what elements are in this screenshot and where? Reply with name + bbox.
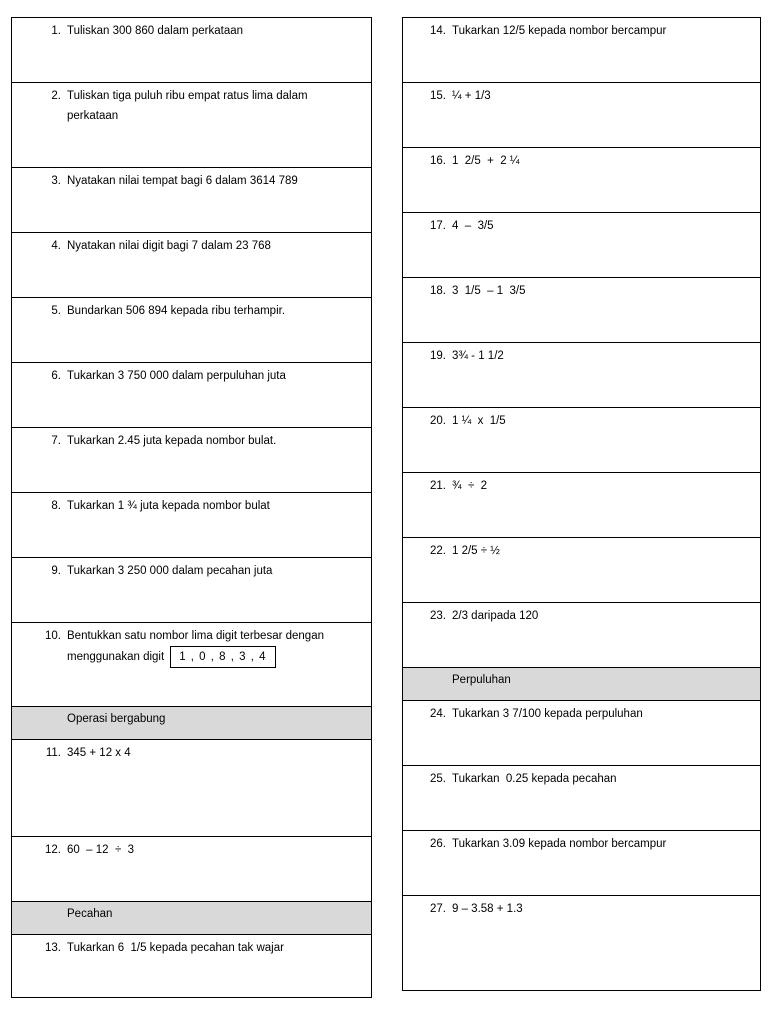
question-text: Tuliskan tiga puluh ribu empat ratus lima dalam perkataan xyxy=(67,90,308,122)
question-text: Tuliskan 300 860 dalam perkataan xyxy=(67,25,244,37)
question-text: 3 1/5 – 1 3/5 xyxy=(452,285,526,297)
question-text: Nyatakan nilai digit bagi 7 dalam 23 768 xyxy=(67,240,271,252)
question-number: 13. xyxy=(45,942,61,954)
question-row xyxy=(12,740,371,837)
question-number: 26. xyxy=(430,838,446,850)
question-number: 3. xyxy=(51,175,61,187)
question-row xyxy=(12,428,371,493)
question-text: 1 ¼ x 1/5 xyxy=(452,415,506,427)
question-text: 4 – 3/5 xyxy=(452,220,494,232)
question-text: 9 – 3.58 + 1.3 xyxy=(452,903,523,915)
question-text: 3¾ - 1 1/2 xyxy=(452,350,504,362)
question-row xyxy=(12,623,371,707)
section-title: Perpuluhan xyxy=(452,674,511,686)
question-number: 17. xyxy=(430,220,446,232)
question-row xyxy=(403,83,760,148)
section-header xyxy=(403,668,760,701)
question-text: Tukarkan 3 750 000 dalam perpuluhan juta xyxy=(67,370,286,382)
left-question-column xyxy=(11,17,372,998)
question-row xyxy=(12,83,371,168)
question-row xyxy=(12,558,371,623)
question-number: 19. xyxy=(430,350,446,362)
question-row xyxy=(403,896,760,991)
question-text: Tukarkan 3 7/100 kepada perpuluhan xyxy=(452,708,643,720)
question-text: Tukarkan 12/5 kepada nombor bercampur xyxy=(452,25,667,37)
question-text: 345 + 12 x 4 xyxy=(67,747,131,759)
question-row xyxy=(403,766,760,831)
question-number: 9. xyxy=(51,565,61,577)
question-row xyxy=(403,213,760,278)
question-row xyxy=(12,935,371,998)
question-row xyxy=(12,363,371,428)
question-text: Tukarkan 0.25 kepada pecahan xyxy=(452,773,617,785)
question-text: ¾ ÷ 2 xyxy=(452,480,488,492)
question-number: 1. xyxy=(51,25,61,37)
question-row xyxy=(12,837,371,902)
question-number: 22. xyxy=(430,545,446,557)
question-row xyxy=(12,168,371,233)
question-row xyxy=(403,473,760,538)
question-text: Tukarkan 1 ¾ juta kepada nombor bulat xyxy=(67,500,270,512)
question-row xyxy=(403,538,760,603)
question-number: 20. xyxy=(430,415,446,427)
question-row xyxy=(403,148,760,213)
question-row xyxy=(403,278,760,343)
question-text: Tukarkan 2.45 juta kepada nombor bulat. xyxy=(67,435,277,447)
question-text: 1 2/5 + 2 ¼ xyxy=(452,155,520,167)
question-text: 2/3 daripada 120 xyxy=(452,610,539,622)
question-row xyxy=(12,493,371,558)
question-text: Bundarkan 506 894 kepada ribu terhampir. xyxy=(67,305,286,317)
question-number: 23. xyxy=(430,610,446,622)
question-number: 24. xyxy=(430,708,446,720)
question-number: 27. xyxy=(430,903,446,915)
question-number: 11. xyxy=(45,747,61,759)
question-row xyxy=(403,343,760,408)
question-number: 15. xyxy=(430,90,446,102)
question-number: 4. xyxy=(51,240,61,252)
question-text: Bentukkan satu nombor lima digit terbesar dengan menggunakan digit xyxy=(67,630,324,663)
question-text: 1 2/5 ÷ ½ xyxy=(452,545,500,557)
question-text: Tukarkan 6 1/5 kepada pecahan tak wajar xyxy=(67,942,284,954)
question-number: 10. xyxy=(45,630,61,642)
question-row xyxy=(403,701,760,766)
question-number: 18. xyxy=(430,285,446,297)
question-row xyxy=(403,831,760,896)
question-number: 2. xyxy=(51,90,61,102)
section-header xyxy=(12,902,371,935)
question-number: 16. xyxy=(430,155,446,167)
question-number: 8. xyxy=(51,500,61,512)
question-number: 25. xyxy=(430,773,446,785)
question-text: Tukarkan 3.09 kepada nombor bercampur xyxy=(452,838,667,850)
question-number: 5. xyxy=(51,305,61,317)
question-number: 12. xyxy=(45,844,61,856)
question-row xyxy=(12,298,371,363)
digit-box: 1 , 0 , 8 , 3 , 4 xyxy=(170,646,275,668)
question-row xyxy=(403,603,760,668)
section-title: Pecahan xyxy=(67,908,113,920)
right-question-column xyxy=(402,17,761,991)
question-text: Nyatakan nilai tempat bagi 6 dalam 3614 789 xyxy=(67,175,298,187)
question-row xyxy=(12,18,371,83)
question-number: 21. xyxy=(430,480,446,492)
question-number: 14. xyxy=(430,25,446,37)
question-text: 60 – 12 ÷ 3 xyxy=(67,844,135,856)
question-text: ¼ + 1/3 xyxy=(452,90,491,102)
question-row xyxy=(403,408,760,473)
question-text: Tukarkan 3 250 000 dalam pecahan juta xyxy=(67,565,273,577)
question-row xyxy=(403,18,760,83)
section-header xyxy=(12,707,371,740)
question-number: 6. xyxy=(51,370,61,382)
question-number: 7. xyxy=(51,435,61,447)
question-row xyxy=(12,233,371,298)
section-title: Operasi bergabung xyxy=(67,713,166,725)
